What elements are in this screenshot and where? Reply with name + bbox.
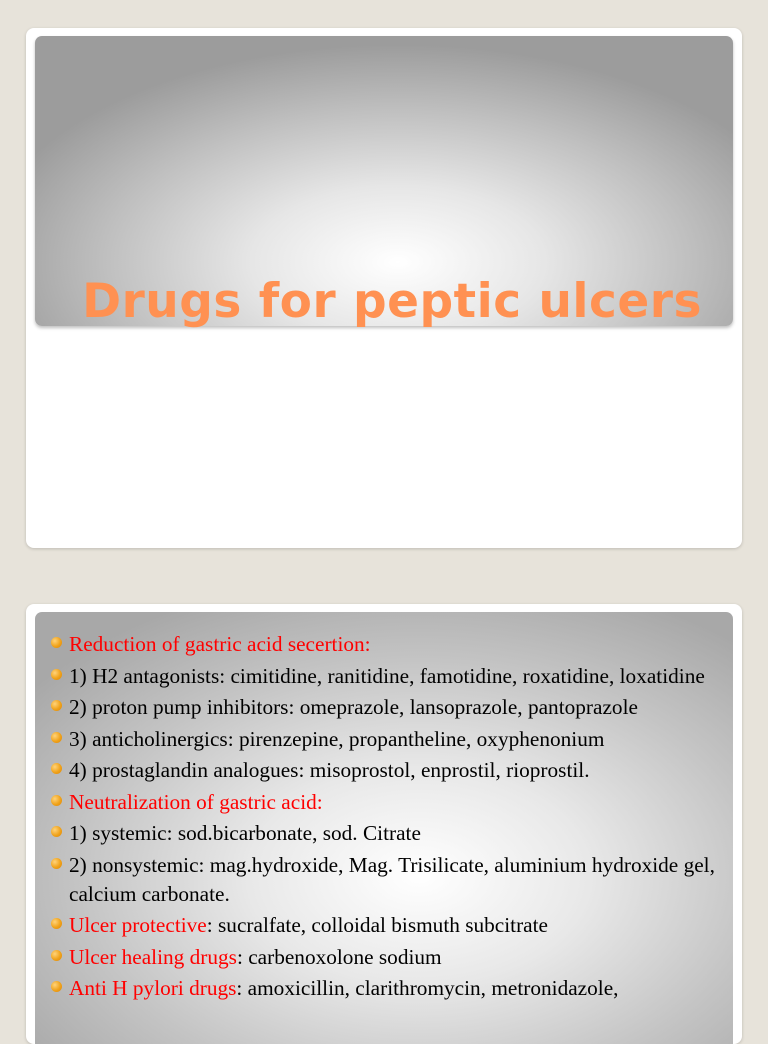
bullet-item	[45, 788, 731, 817]
bullet-text: : amoxicillin, clarithromycin, metronidazole,	[236, 976, 619, 1000]
bullet-item	[45, 725, 731, 754]
bullet-text: 2) nonsystemic: mag.hydroxide, Mag. Trisilicate, aluminium hydroxide gel, calcium carbonate.	[69, 852, 715, 906]
bullet-text: : sucralfate, colloidal bismuth subcitrate	[206, 913, 549, 937]
bullet-text: 3) anticholinergics: pirenzepine, propantheline, oxyphenonium	[69, 726, 605, 751]
bullet-highlight: Ulcer protective	[69, 913, 207, 937]
bullet-highlight: Neutralization of gastric acid:	[69, 789, 323, 814]
bullet-text: 1) systemic: sod.bicarbonate, sod. Citrate	[69, 821, 421, 845]
content-panel	[35, 612, 733, 1044]
slide-title: Drugs for peptic ulcers	[82, 274, 702, 329]
bullet-dot-icon	[51, 950, 62, 961]
bullet-list	[45, 630, 731, 1006]
bullet-item	[45, 756, 731, 785]
bullet-dot-icon	[51, 763, 62, 774]
bullet-dot-icon	[51, 669, 62, 680]
bullet-highlight: Ulcer healing drugs	[69, 944, 237, 969]
bullet-text: 4) prostaglandin analogues: misoprostol, enprostil, rioprostil.	[69, 758, 590, 782]
title-slide	[26, 28, 742, 548]
bullet-item	[45, 851, 731, 909]
bullet-item	[45, 943, 731, 972]
bullet-highlight: Anti H pylori drugs	[69, 976, 237, 1000]
bullet-dot-icon	[51, 637, 62, 648]
bullet-text: 1) H2 antagonists: cimitidine, ranitidine, famotidine, roxatidine, loxatidine	[69, 663, 705, 688]
bullet-dot-icon	[51, 826, 62, 837]
bullet-item	[45, 911, 731, 940]
bullet-item	[45, 819, 731, 848]
content-slide	[26, 604, 742, 1044]
bullet-item	[45, 693, 731, 722]
bullet-dot-icon	[51, 858, 62, 869]
bullet-item	[45, 662, 731, 691]
bullet-dot-icon	[51, 732, 62, 743]
bullet-text: : carbenoxolone sodium	[236, 944, 442, 969]
bullet-item	[45, 974, 731, 1003]
bullet-dot-icon	[51, 700, 62, 711]
bullet-dot-icon	[51, 918, 62, 929]
bullet-highlight: Reduction of gastric acid secertion:	[69, 632, 371, 656]
bullet-text: 2) proton pump inhibitors: omeprazole, lansoprazole, pantoprazole	[69, 695, 638, 719]
bullet-dot-icon	[51, 981, 62, 992]
bullet-dot-icon	[51, 795, 62, 806]
bullet-item	[45, 630, 731, 659]
